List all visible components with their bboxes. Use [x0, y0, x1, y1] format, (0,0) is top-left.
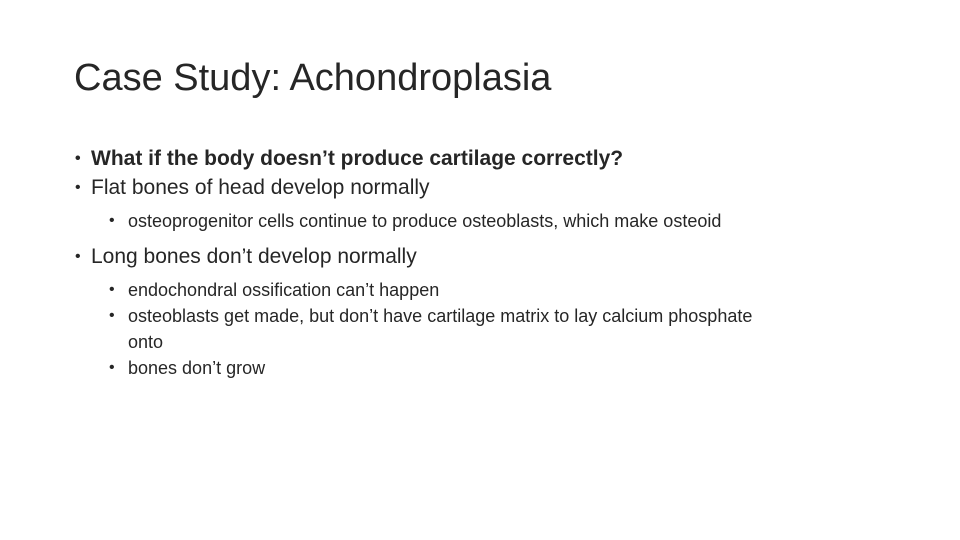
bullet-icon: •	[109, 307, 115, 324]
sub-bullet-item	[74, 355, 894, 381]
bullet-text: osteoprogenitor cells continue to produce osteoblasts, which make osteoid	[128, 211, 722, 231]
bullet-icon: •	[75, 179, 81, 196]
sub-bullet-item	[74, 208, 894, 234]
bullet-icon: •	[109, 281, 115, 298]
bullet-icon: •	[109, 212, 115, 229]
bullet-item	[74, 173, 894, 202]
slide-title: Case Study: Achondroplasia	[74, 57, 552, 99]
bullet-item	[74, 242, 894, 271]
bullet-text: bones don’t grow	[128, 358, 266, 378]
bullet-icon: •	[75, 150, 81, 167]
bullet-icon: •	[75, 248, 81, 265]
bullet-text: Flat bones of head develop normally	[91, 176, 430, 199]
bullet-text: endochondral ossification can’t happen	[128, 280, 440, 300]
bullet-text: osteoblasts get made, but don’t have cartilage matrix to lay calcium phosphate onto	[128, 306, 753, 352]
sub-bullet-item	[74, 277, 894, 303]
sub-bullet-item	[74, 303, 778, 355]
bullet-text: Long bones don’t develop normally	[91, 245, 417, 268]
bullet-list	[74, 144, 894, 381]
bullet-icon: •	[109, 359, 115, 376]
bullet-item	[74, 144, 894, 173]
bullet-text: What if the body doesn’t produce cartilage correctly?	[91, 147, 624, 170]
